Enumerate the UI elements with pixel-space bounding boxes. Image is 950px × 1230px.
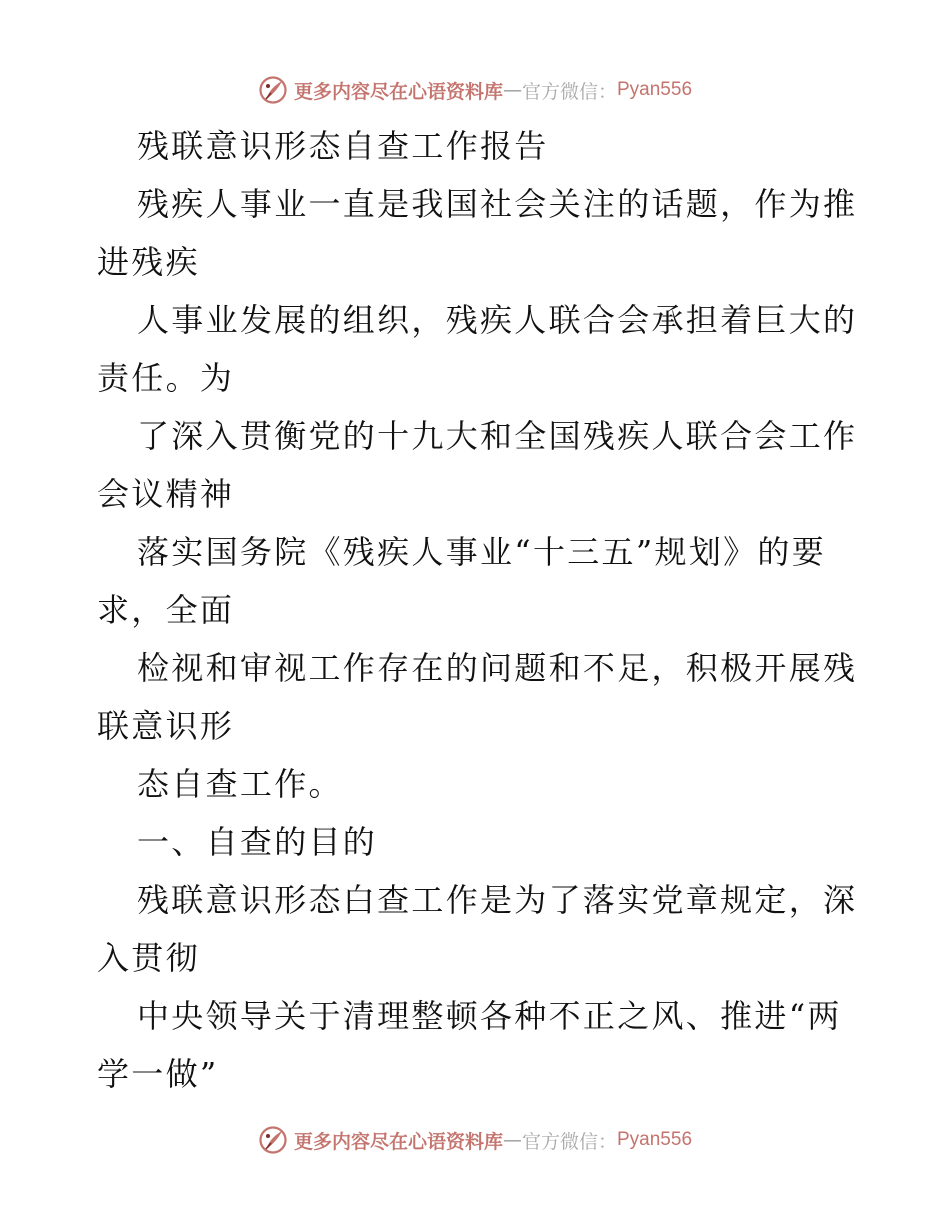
header-dash: — <box>502 79 522 101</box>
footer-site-text: 更多内容尽在心语资料库 <box>293 1130 503 1153</box>
paragraph-line: 中央领导关于清理整顿各种不正之风、推进“两 <box>137 997 842 1035</box>
header-wechat-id: Pyan556 <box>617 79 693 100</box>
paragraph-line: 联意识形 <box>97 707 235 745</box>
paragraph-line: 人事业发展的组织，残疾人联合会承担着巨大的 <box>137 301 858 339</box>
paragraph-line: 了深入贯衡党的十九大和全国残疾人联合会工作 <box>137 417 858 455</box>
footer-banner <box>0 1120 950 1160</box>
footer-wechat-id: Pyan556 <box>617 1129 693 1150</box>
paragraph-line: 学一做” <box>97 1055 219 1093</box>
paragraph-line: 落实国务院《残疾人事业“十三五”规划》的要 <box>137 533 827 571</box>
quill-pen-logo-icon <box>258 75 288 105</box>
document-title: 残联意识形态自查工作报告 <box>137 127 549 165</box>
header-wechat-label: 官方微信： <box>521 80 617 103</box>
paragraph-line: 求，全面 <box>97 591 235 629</box>
document-body <box>97 117 857 1103</box>
quill-pen-logo-icon <box>258 1125 288 1155</box>
paragraph-line: 残联意识形态白查工作是为了落实党章规定，深 <box>137 881 858 919</box>
paragraph-line: 责任。为 <box>97 359 235 397</box>
footer-wechat-label: 官方微信： <box>521 1130 617 1153</box>
header-banner <box>0 70 950 110</box>
header-site-text: 更多内容尽在心语资料库 <box>293 80 503 103</box>
paragraph-line: 进残疾 <box>97 243 200 281</box>
paragraph-line: 态自查工作。 <box>137 765 343 803</box>
section-heading: 一、自查的目的 <box>137 823 378 861</box>
paragraph-line: 残疾人事业一直是我国社会关注的话题，作为推 <box>137 185 858 223</box>
footer-dash: — <box>502 1129 522 1151</box>
paragraph-line: 入贯彻 <box>97 939 200 977</box>
paragraph-line: 检视和审视工作存在的问题和不足，积极开展残 <box>137 649 858 687</box>
paragraph-line: 会议精神 <box>97 475 235 513</box>
